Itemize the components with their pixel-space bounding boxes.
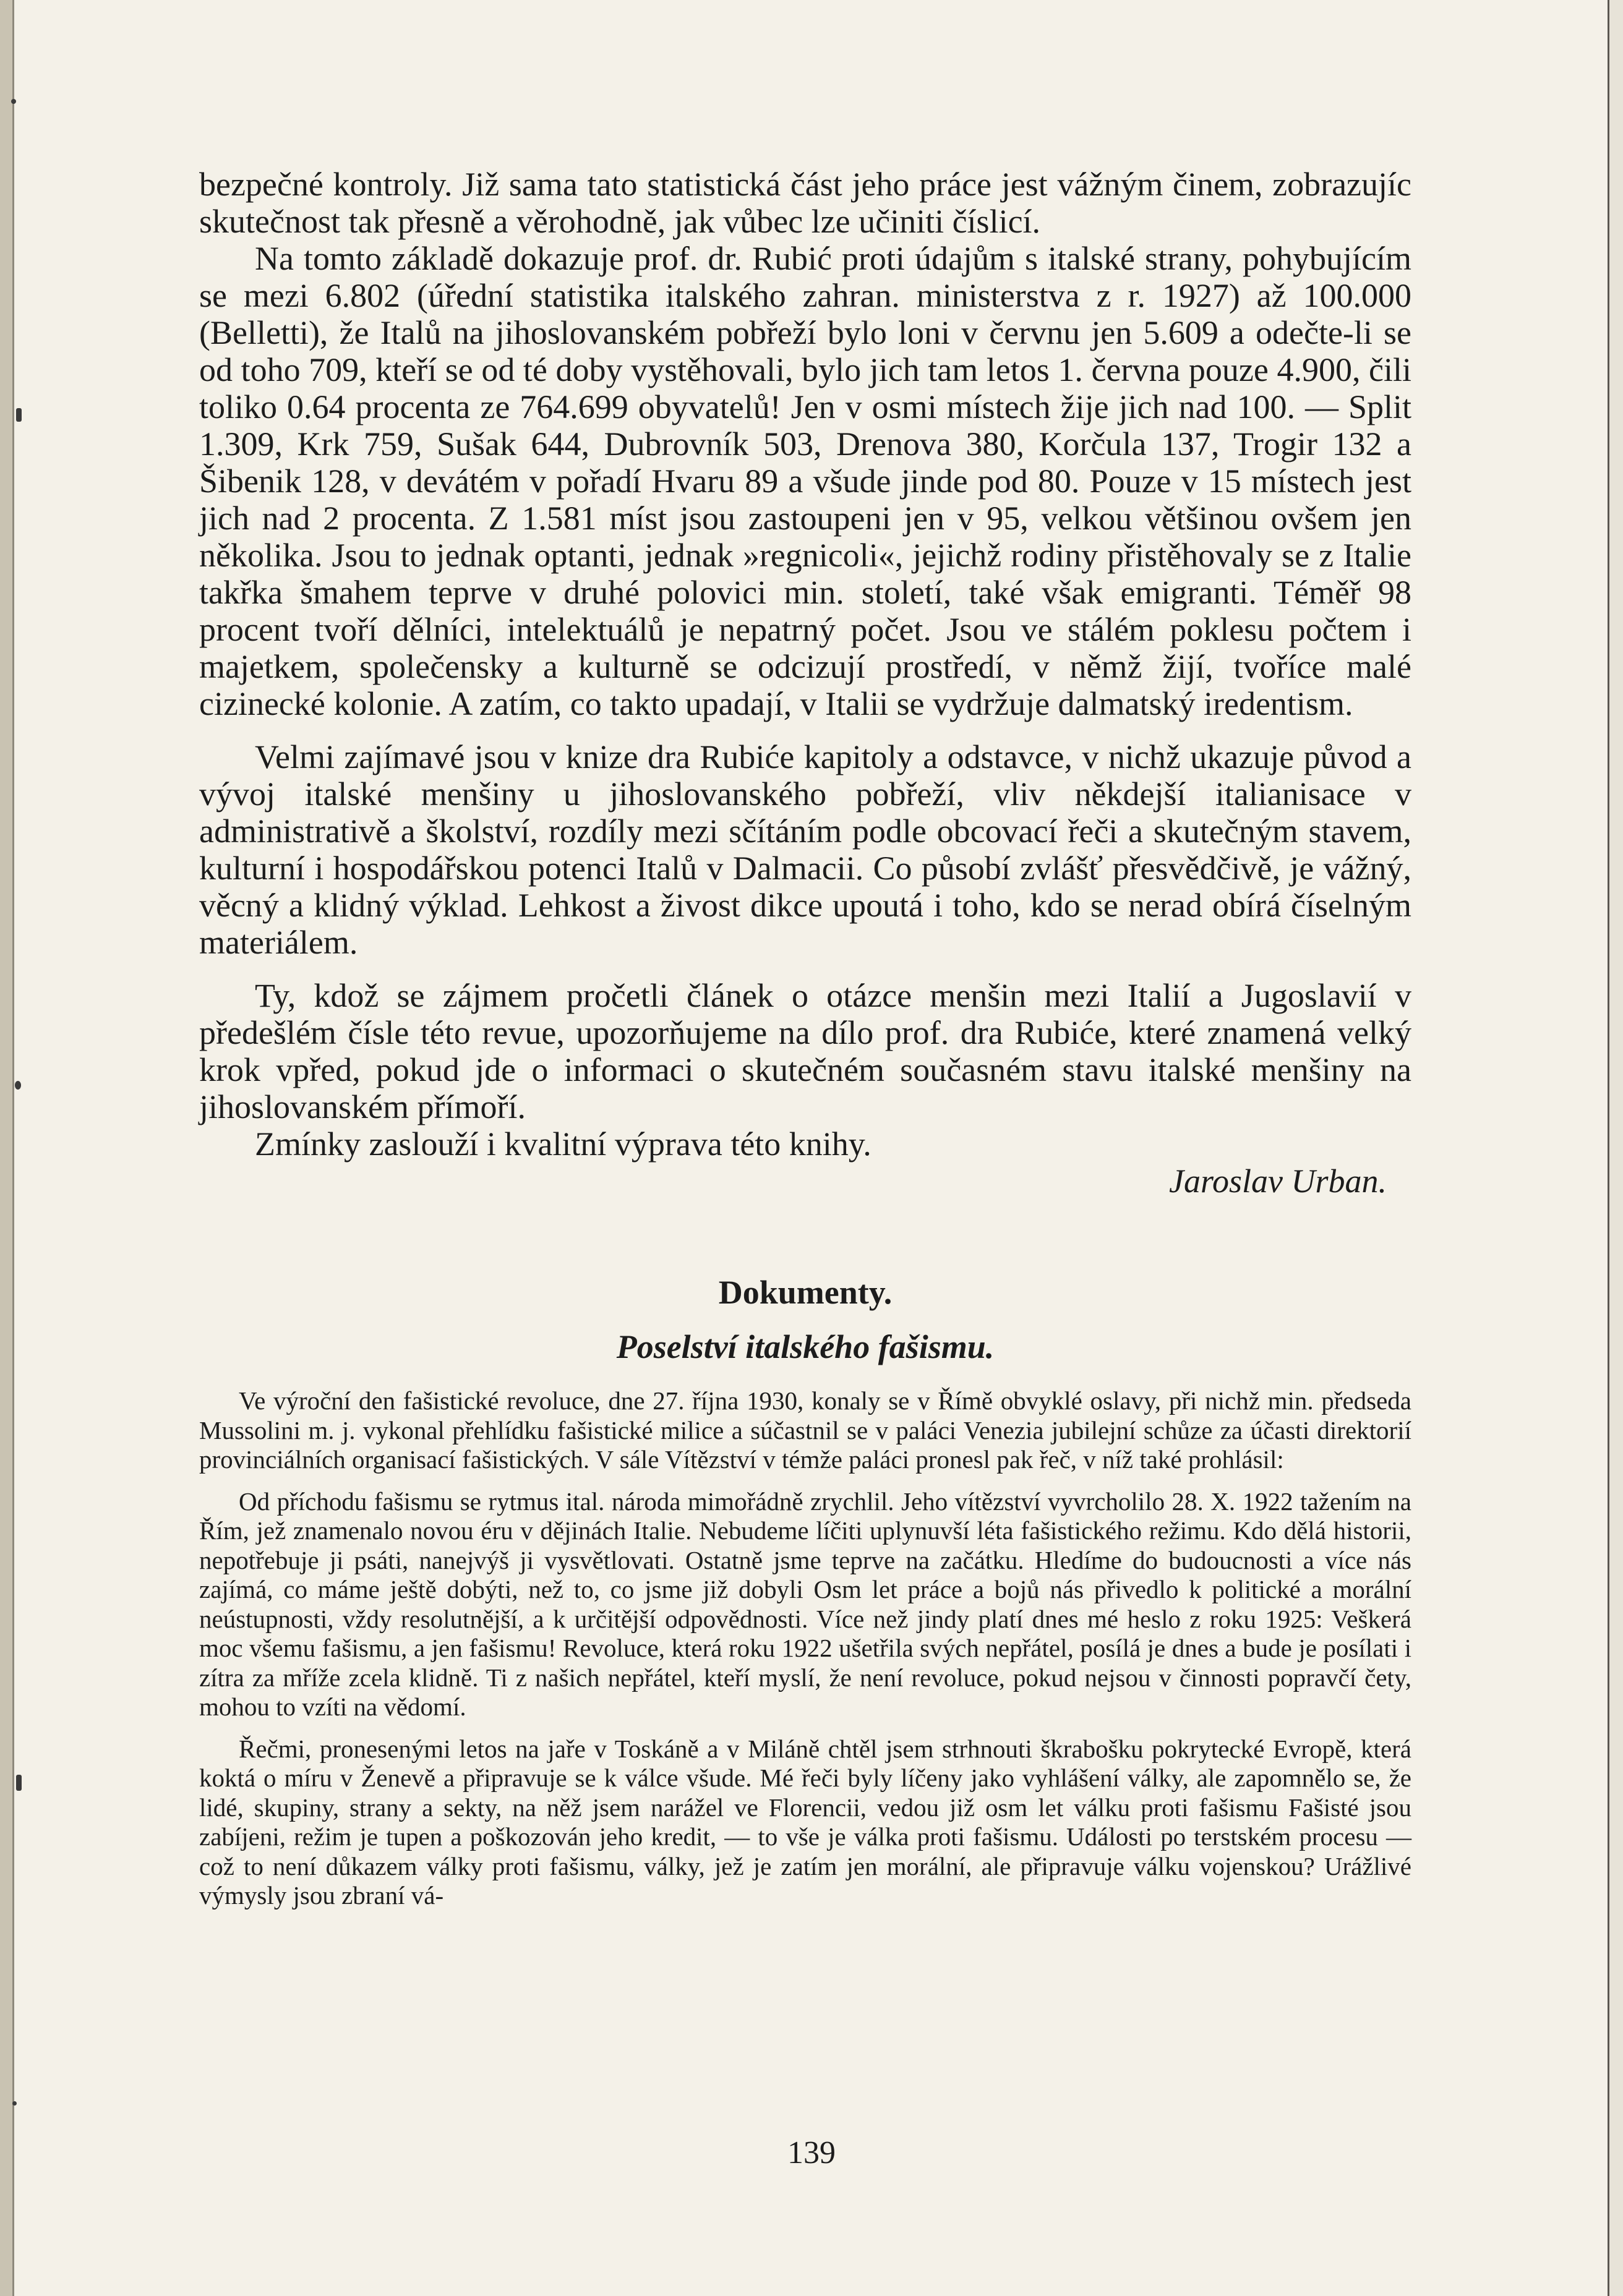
document-paragraph: Od příchodu fašismu se rytmus ital. národa mimořádně zrychlil. Jeho vítězství vyvrcholilo 28. X. 1922 tažením na Řím, jež znamenalo novou éru v dějinách Italie. Nebudeme líčiti uplynuvší léta fašistického režimu. Kdo dělá historii, nepotřebuje ji psáti, nanejvýš ji vysvětlovati. Ostatně jsme teprve na začátku. Hledíme do budoucnosti a více nás zajímá, co máme ještě dobýti, než to, co jsme již dobyli Osm let práce a bojů nás přivedlo k politické a morální neústupnosti, vždy resolutnější, a k určitější odpovědnosti. Více než jindy platí dnes mé heslo z roku 1925: Veškerá moc všemu fašismu, a jen fašismu! Revoluce, která roku 1922 ušetřila svých nepřátel, posílá je dnes a bude je posílati i zítra za mříže zcela klidně. Ti z našich nepřátel, kteří myslí, že není revoluce, pokud nejsou v činnosti popravčí čety, mohou to vzíti na vědomí. (199, 1487, 1411, 1721)
body-paragraph: Velmi zajímavé jsou v knize dra Rubiće kapitoly a odstavce, v nichž ukazuje původ a vývoj italské menšiny u jihoslovanského pobřeží, vliv někdejší italianisace v administrativě a školství, rozdíly mezi sčítáním podle obcovací řeči a skutečným stavem, kulturní i hospodářskou potenci Italů v Dalmacii. Co působí zvlášť přesvědčivě, je vážný, věcný a klidný výklad. Lehkost a živost dikce upoutá i toho, kdo se nerad obírá číselným materiálem. (199, 738, 1411, 961)
author-signature: Jaroslav Urban. (1169, 1163, 1387, 1200)
page-number: 139 (787, 2135, 836, 2170)
section-title: Dokumenty. (718, 1274, 893, 1311)
body-paragraph: bezpečné kontroly. Již sama tato statistická část jeho práce jest vážným činem, zobrazujíc skutečnost tak přesně a věrohodně, jak vůbec lze učiniti číslicí. (199, 166, 1411, 240)
margin-speck (15, 1081, 21, 1090)
document-paragraph: Ve výroční den fašistické revoluce, dne 27. října 1930, konaly se v Římě obvyklé oslavy, při nichž min. předseda Mussolini m. j. vykonal přehlídku fašistické milice a súčastnil se v paláci Venezia jubilejní schůze za účasti direktorií provinciálních organisací fašistických. V sále Vítězství v témže paláci pronesl pak řeč, v níž také prohlásil: (199, 1386, 1411, 1474)
margin-speck (12, 2101, 17, 2106)
section-subtitle: Poselství italského fašismu. (616, 1328, 995, 1365)
document-paragraph: Řečmi, pronesenými letos na jaře v Toskáně a v Miláně chtěl jsem strhnouti škrabošku pokrytecké Evropě, která koktá o míru v Ženevě a připravuje se k válce všude. Mé řeči byly líčeny jako vyhlášení války, ale zapomnělo se, že lidé, skupiny, strany a sekty, na něž jsem narážel ve Florencii, vedou již osm let válku proti fašismu Fašisté jsou zabíjeni, režim je tupen a poškozován jeho kredit, — to vše je válka proti fašismu. Události po terstském procesu — což to není důkazem války proti fašismu, války, jež je zatím jen morální, ale připravuje válku vojenskou? Urážlivé výmysly jsou zbraní vá- (199, 1734, 1411, 1910)
margin-speck (16, 408, 22, 422)
body-paragraph: Ty, kdož se zájmem pročetli článek o otázce menšin mezi Italií a Jugoslavií v předešlém čísle této revue, upozorňujeme na dílo prof. dra Rubiće, které znamená velký krok vpřed, pokud jde o informaci o skutečném současném stavu italské menšiny na jihoslovanském přímoří. (199, 977, 1411, 1125)
page-right-edge (1608, 0, 1623, 2296)
body-paragraph: Zmínky zaslouží i kvalitní výprava této knihy. (255, 1125, 871, 1163)
body-paragraph: Na tomto základě dokazuje prof. dr. Rubić proti údajům s italské strany, pohybujícím se mezi 6.802 (úřední statistika italského zahran. ministerstva z r. 1927) až 100.000 (Belletti), že Italů na jihoslovanském pobřeží bylo loni v červnu jen 5.609 a odečte-li se od toho 709, kteří se od té doby vystěhovali, bylo jich tam letos 1. června pouze 4.900, čili toliko 0.64 procenta ze 764.699 obyvatelů! Jen v osmi místech žije jich nad 100. — Split 1.309, Krk 759, Sušak 644, Dubrovník 503, Drenova 380, Korčula 137, Trogir 132 a Šibenik 128, v devátém v pořadí Hvaru 89 a všude jinde pod 80. Pouze v 15 místech jest jich nad 2 procenta. Z 1.581 míst jsou zastoupeni jen v 95, velkou většinou ovšem jen několika. Jsou to jednak optanti, jednak »regnicoli«, jejichž rodiny přistěhovaly se z Italie takřka šmahem teprve v druhé polovici min. století, také však emigranti. Téměř 98 procent tvoří dělníci, intelektuálů je nepatrný počet. Jsou ve stálém poklesu počtem i majetkem, společensky a kulturně se odcizují prostředí, v němž žijí, tvoříce malé cizinecké kolonie. A zatím, co takto upadají, v Italii se vydržuje dalmatský iredentism. (199, 240, 1411, 722)
page-content (199, 166, 1411, 1911)
margin-speck (11, 99, 16, 104)
book-spine-shadow (0, 0, 14, 2296)
margin-speck (16, 1775, 22, 1791)
